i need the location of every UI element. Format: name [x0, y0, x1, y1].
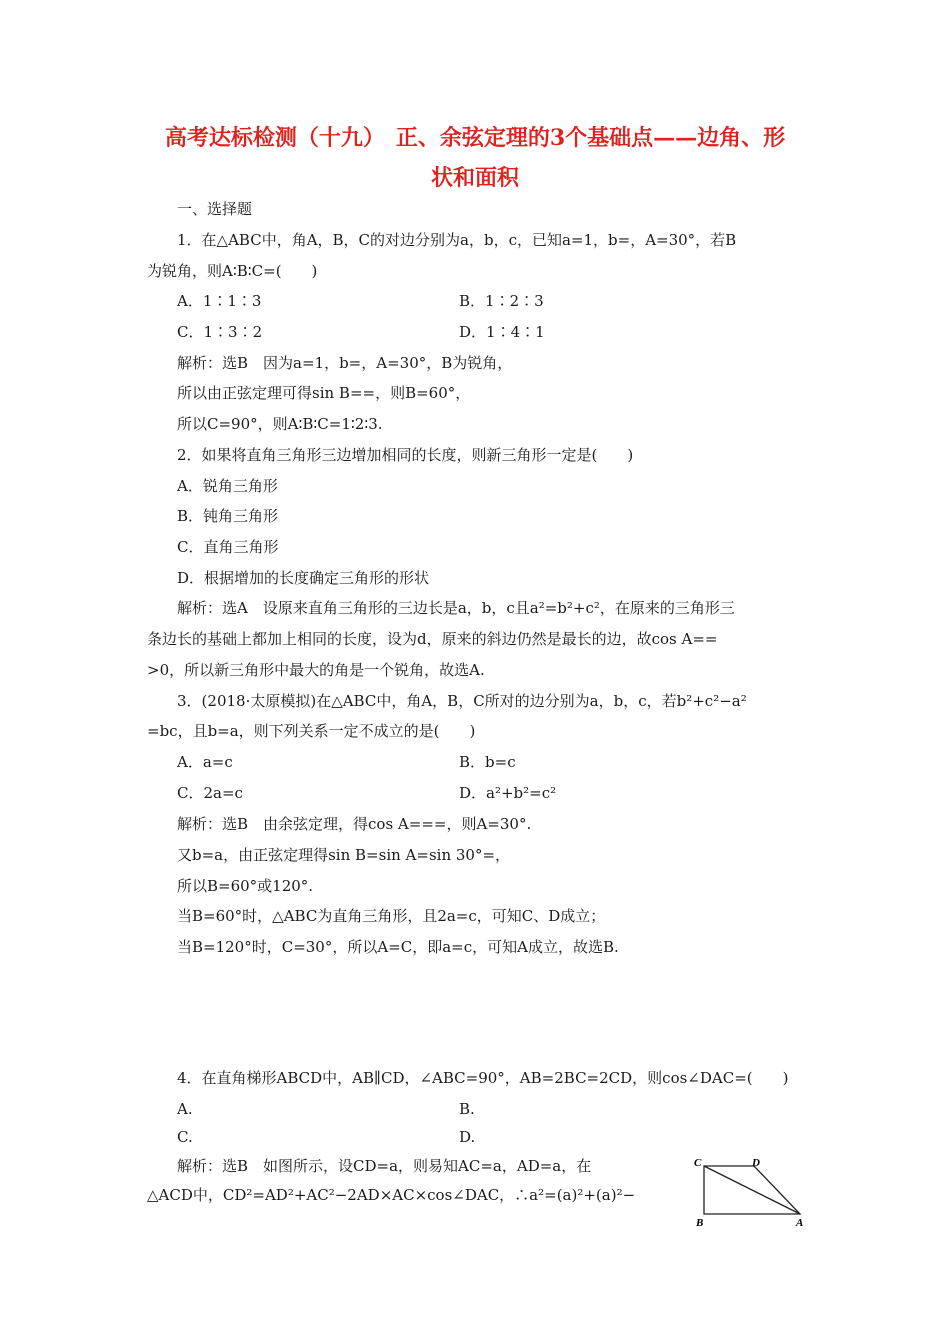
trapezoid-figure [690, 1152, 810, 1232]
q3-option-b: B．b=c [459, 753, 516, 771]
diagonal-ca [704, 1166, 800, 1214]
title-line-1: 高考达标检测（十九） 正、余弦定理的3个基础点——边角、形 [164, 125, 786, 151]
vertex-label-a: A [796, 1217, 804, 1229]
q2-option-a: A．锐角三角形 [177, 477, 278, 495]
q3-solution-line3: 所以B=60°或120°. [177, 877, 314, 895]
vertex-label-b: B [696, 1217, 704, 1229]
q1-solution-line2: 所以由正弦定理可得sin B==，则B=60°， [177, 384, 471, 402]
q4-stem: 4．在直角梯形ABCD中，AB∥CD，∠ABC=90°，AB=2BC=2CD，则cos∠DAC=( ) [177, 1069, 789, 1087]
section-heading: 一、选择题 [177, 200, 253, 218]
q1-stem-line2: 为锐角，则A∶B∶C=( ) [147, 262, 318, 280]
q3-solution-line1: 解析：选B 由余弦定理，得cos A===，则A=30°. [177, 815, 532, 833]
q4-option-c: C. [177, 1128, 193, 1146]
vertex-label-c: C [694, 1157, 702, 1169]
q1-option-c: C．1∶3∶2 [177, 323, 263, 341]
q1-solution-line3: 所以C=90°，则A∶B∶C=1∶2∶3. [177, 415, 383, 433]
document-title [120, 118, 830, 198]
q3-option-a: A．a=c [177, 753, 233, 771]
q4-solution-line1: 解析：选B 如图所示，设CD=a，则易知AC=a，AD=a，在 [177, 1157, 592, 1175]
vertex-label-d: D [752, 1157, 760, 1169]
q3-stem-line2: =bc，且b=a，则下列关系一定不成立的是( ) [147, 722, 476, 740]
q1-option-b: B．1∶2∶3 [459, 292, 544, 310]
q1-stem-line1: 1．在△ABC中，角A，B，C的对边分别为a，b，c，已知a=1，b=，A=30°，若B [177, 231, 737, 249]
q3-solution-line2: 又b=a，由正弦定理得sin B=sin A=sin 30°=， [177, 846, 511, 864]
q3-solution-line5: 当B=120°时，C=30°，所以A=C，即a=c，可知A成立，故选B. [177, 938, 619, 956]
q1-option-d: D．1∶4∶1 [459, 323, 545, 341]
q1-option-a: A．1∶1∶3 [177, 292, 262, 310]
q3-solution-line4: 当B=60°时，△ABC为直角三角形，且2a=c，可知C、D成立； [177, 907, 606, 925]
q2-solution-line2: 条边长的基础上都加上相同的长度，设为d，原来的斜边仍然是最长的边，故cos A== [147, 630, 718, 648]
q4-option-d: D. [459, 1128, 476, 1146]
title-line-2: 状和面积 [430, 165, 519, 191]
q4-solution-line2: △ACD中，CD²=AD²+AC²−2AD×AC×cos∠DAC，∴a²=(a)²+(a)²− [147, 1186, 636, 1204]
q3-option-d: D．a²+b²=c² [459, 784, 557, 802]
q2-stem: 2．如果将直角三角形三边增加相同的长度，则新三角形一定是( ) [177, 446, 634, 464]
q1-solution-line1: 解析：选B 因为a=1，b=，A=30°，B为锐角， [177, 354, 513, 372]
q2-option-b: B．钝角三角形 [177, 507, 279, 525]
q2-option-c: C．直角三角形 [177, 538, 279, 556]
q4-option-b: B. [459, 1100, 475, 1118]
q3-stem-line1: 3．(2018·太原模拟)在△ABC中，角A，B，C所对的边分别为a，b，c，若b²+c²−a² [177, 692, 747, 710]
q2-option-d: D．根据增加的长度确定三角形的形状 [177, 569, 430, 587]
q3-option-c: C．2a=c [177, 784, 243, 802]
q4-option-a: A. [177, 1100, 193, 1118]
q2-solution-line1: 解析：选A 设原来直角三角形的三边长是a，b，c且a²=b²+c²，在原来的三角形三 [177, 599, 735, 617]
q2-solution-line3: >0，所以新三角形中最大的角是一个锐角，故选A. [147, 661, 485, 679]
